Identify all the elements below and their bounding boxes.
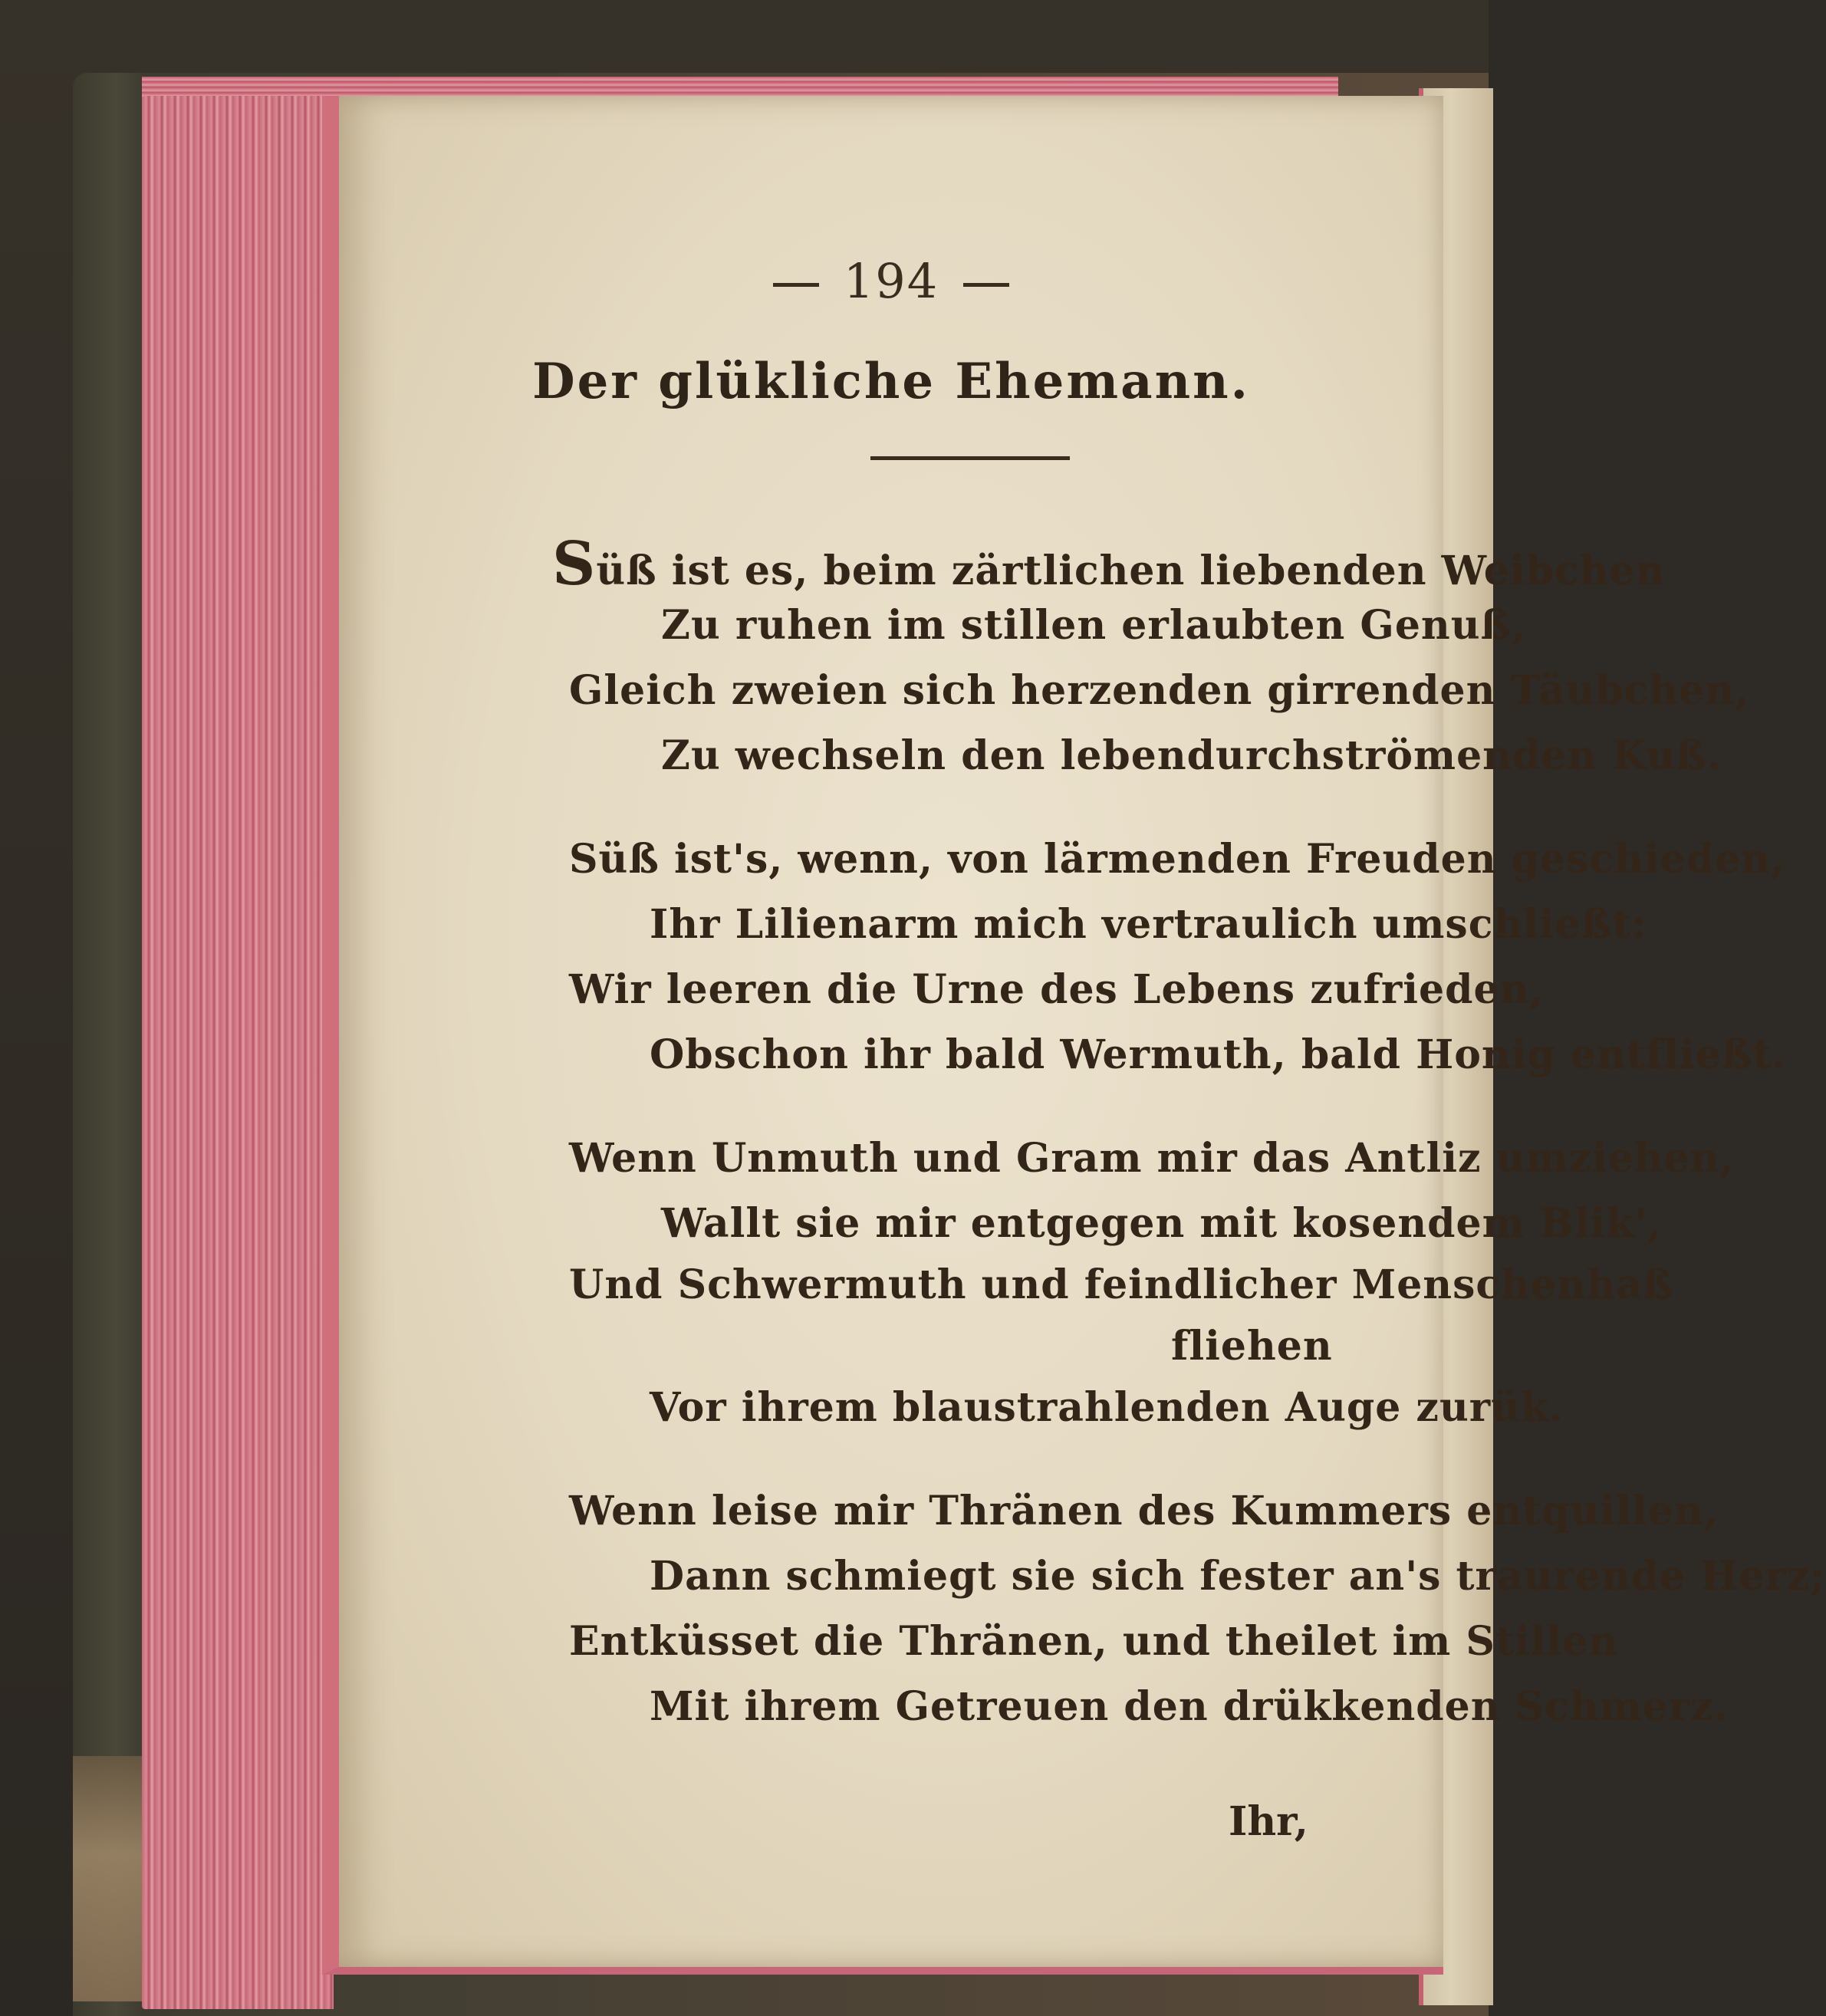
page-edges-left [142,96,334,2009]
poem-line: Dann schmiegt sie sich fester an's traurende Herz; [650,1553,1826,1600]
poem-line: Wir leeren die Urne des Lebens zufrieden, [569,966,1545,1013]
poem-line: Ihr Lilienarm mich vertraulich umschließt: [650,901,1647,948]
poem-line: Gleich zweien sich herzenden girrenden Täubchen, [569,667,1750,714]
poem-title: Der glükliche Ehemann. [532,353,1250,410]
poem-line: Vor ihrem blaustrahlenden Auge zurük. [650,1384,1564,1431]
poem-line-continuation: fliehen [1171,1323,1333,1370]
book-page [322,96,1826,1975]
poem-line: Entküsset die Thränen, und theilet im Stillen [569,1618,1619,1665]
poem-line: Zu wechseln den lebendurchströmenden Kuß. [661,732,1722,779]
poem-line: Und Schwermuth und feindlicher Menschenhaß [569,1261,1674,1308]
poem-line: Süß ist es, beim zärtlichen liebenden Weibchen [552,529,1666,599]
page-number: 194 [843,253,939,309]
header-dash-left [773,283,819,287]
poem-line: Süß ist's, wenn, von lärmenden Freuden geschieden, [569,836,1786,883]
poem-line: Zu ruhen im stillen erlaubten Genuß, [661,602,1527,649]
header-dash-right [963,283,1009,287]
catchword: Ihr, [1229,1798,1308,1845]
page-header [339,253,1443,309]
poem-line: Wallt sie mir entgegen mit kosendem Blik', [661,1200,1663,1247]
poem-line: Mit ihrem Getreuen den drükkenden Schmerz. [650,1683,1729,1730]
poem-line: Wenn Unmuth und Gram mir das Antliz umziehen, [569,1135,1735,1182]
poem-line: Obschon ihr bald Wermuth, bald Honig entfließt. [650,1031,1787,1078]
title-rule [870,456,1070,460]
poem-line: Wenn leise mir Thränen des Kummers entquillen, [569,1488,1719,1534]
